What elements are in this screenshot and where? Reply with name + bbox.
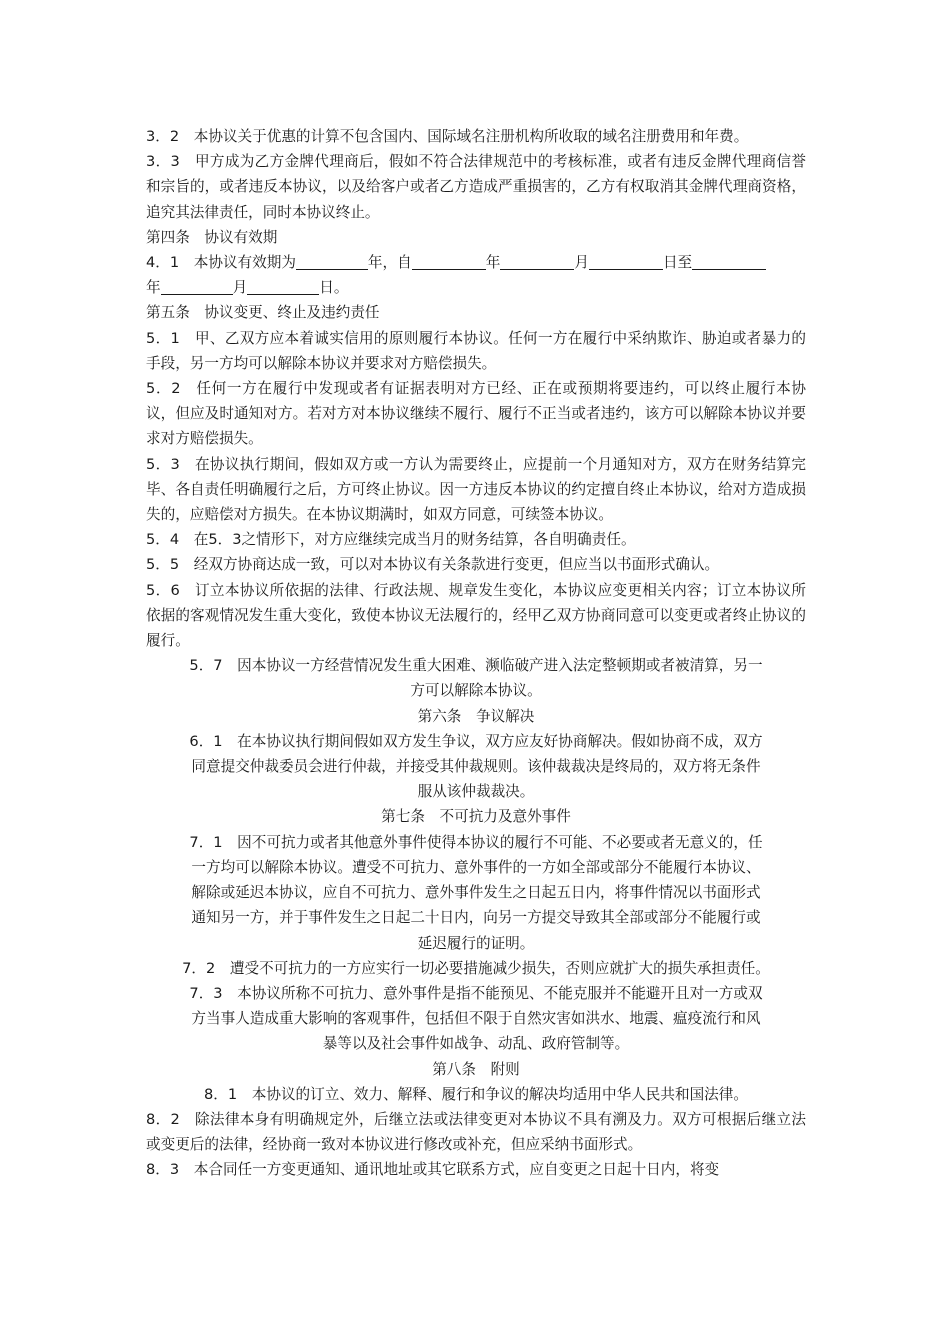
blank-start-month[interactable] [500,253,574,270]
clause-6-1: 6．1 在本协议执行期间假如双方发生争议，双方应友好协商解决。假如协商不成，双方 同意提交仲裁委员会进行仲裁，并接受其仲裁规则。该仲裁裁决是终局的，双方将无条件 服从该仲裁裁决。 [189,732,763,801]
clause-4-1: 4．1 本协议有效期为 年，自 年 月 日至 年 月 日。 [146,250,806,300]
clause-5-2: 5．2 任何一方在履行中发现或者有证据表明对方已经、正在或预期将要违约，可以终止履行本协议，但应及时通知对方。若对方对本协议继续不履行、履行不正当或者违约，该方可以解除本协议并要求对方赔偿损失。 [146,380,806,448]
clause-8-3: 8．3 本合同任一方变更通知、通讯地址或其它联系方式，应自变更之日起十日内，将变 [146,1161,720,1179]
clause-7-3: 7．3 本协议所称不可抗力、意外事件是指不能预见、不能克服并不能避开且对一方或双 方当事人造成重大影响的客观事件，包括但不限于自然灾害如洪水、地震、瘟疫流行和风 暴等以及社会事件如战争、动乱、政府管制等。 [189,984,763,1053]
clause-5-3: 5．3 在协议执行期间，假如双方或一方认为需要终止，应提前一个月通知对方，双方在财务结算完毕、各自责任明确履行之后，方可终止协议。因一方违反本协议的约定擅自终止本协议，给对方造成损失的，应赔偿对方损失。在本协议期满时，如双方同意，可续签本协议。 [146,455,806,524]
blank-term-years[interactable] [296,253,368,270]
clause-7-1: 7．1 因不可抗力或者其他意外事件使得本协议的履行不可能、不必要或者无意义的，任 一方均可以解除本协议。遭受不可抗力、意外事件的一方如全部或部分不能履行本协议、 解除或延迟本协议，应自不可抗力、意外事件发生之日起五日内，将事件情况以书面形式 通知另一方，并于事件发生之日起二十日内，向另一方提交导致其全部或部分不能履行或 延迟履行的证明。 [189,833,763,952]
clause-5-1: 5．1 甲、乙双方应本着诚实信用的原则履行本协议。任何一方在履行中采纳欺诈、胁迫或者暴力的手段，另一方均可以解除本协议并要求对方赔偿损失。 [146,329,806,372]
article-6-heading: 第六条 争议解决 [417,707,535,725]
clause-5-6: 5．6 订立本协议所依据的法律、行政法规、规章发生变化，本协议应变更相关内容；订立本协议所依据的客观情况发生重大变化，致使本协议无法履行的，经甲乙双方协商同意可以变更或者终止协议的履行。 [146,581,806,650]
clause-3-3: 3．3 甲方成为乙方金牌代理商后，假如不符合法律规范中的考核标准，或者有违反金牌代理商信誉和宗旨的，或者违反本协议，以及给客户或者乙方造成严重损害的，乙方有权取消其金牌代理商资格，追究其法律责任，同时本协议终止。 [146,153,806,221]
clause-5-4: 5．4 在5．3之情形下，对方应继续完成当月的财务结算，各自明确责任。 [146,531,636,549]
clause-5-5: 5．5 经双方协商达成一致，可以对本协议有关条款进行变更，但应当以书面形式确认。 [146,556,720,574]
article-5-heading: 第五条 协议变更、终止及违约责任 [146,304,380,322]
blank-start-year[interactable] [412,253,486,270]
clause-3-2: 3．2 本协议关于优惠的计算不包含国内、国际域名注册机构所收取的域名注册费用和年费。 [146,128,749,145]
blank-end-month[interactable] [161,278,233,295]
clause-4-1-prefix: 4．1 本协议有效期为 [146,254,296,272]
document-page [146,124,806,1183]
blank-end-day[interactable] [247,278,319,295]
blank-end-year[interactable] [692,253,766,270]
article-7-heading: 第七条 不可抗力及意外事件 [381,808,571,826]
clause-7-2: 7．2 遭受不可抗力的一方应实行一切必要措施减少损失，否则应就扩大的损失承担责任。 [182,959,770,977]
blank-start-day[interactable] [589,253,663,270]
clause-8-1: 8．1 本协议的订立、效力、解释、履行和争议的解决均适用中华人民共和国法律。 [204,1085,748,1103]
article-8-heading: 第八条 附则 [432,1060,520,1078]
clause-8-2: 8．2 除法律本身有明确规定外，后继立法或法律变更对本协议不具有溯及力。双方可根据后继立法或变更后的法律，经协商一致对本协议进行修改或补充，但应采纳书面形式。 [146,1110,806,1154]
clause-5-7: 5．7 因本协议一方经营情况发生重大困难、濒临破产进入法定整顿期或者被清算，另一 方可以解除本协议。 [189,657,763,700]
article-4-heading: 第四条 协议有效期 [146,228,278,246]
